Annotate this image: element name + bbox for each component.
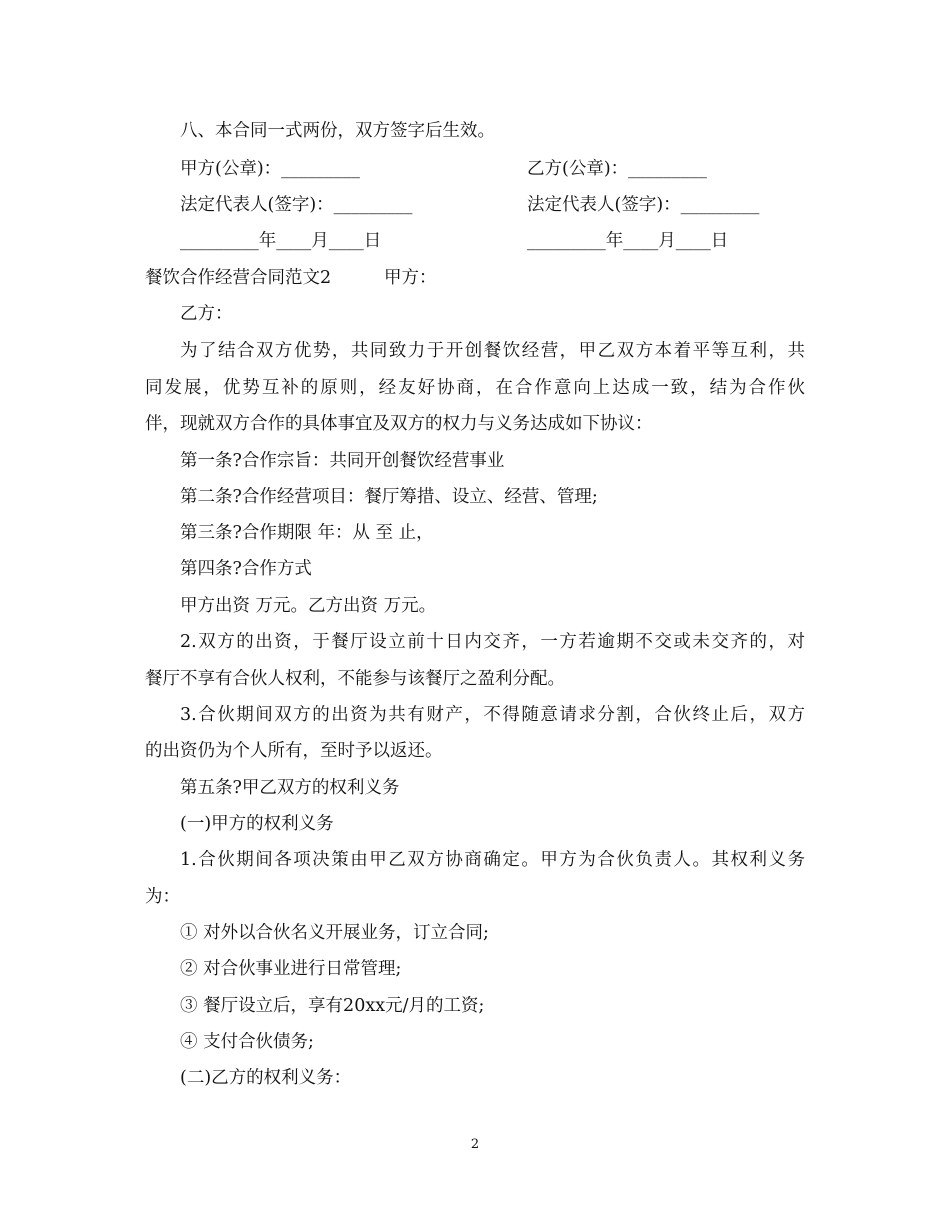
sub-a-item-1-line-2: 为： [145,887,180,907]
intro-line-2: 同发展，优势互补的原则，经友好协商，在合作意向上达成一致，结为合作伙 [145,378,805,398]
party-a-label: 甲方： [384,268,437,288]
party-a-date-line: _________年____月____日 [180,231,382,251]
right-item-2: ② 对合伙事业进行日常管理; [180,959,402,979]
item-2-line-1: 2.双方的出资，于餐厅设立前十日内交齐，一方若逾期不交或未交齐的，对 [180,632,805,652]
article-5: 第五条?甲乙双方的权利义务 [180,778,400,798]
party-a-seal-line: 甲方(公章)：_________ [180,159,360,179]
sub-section-a: (一)甲方的权利义务 [180,814,334,834]
party-b-label: 乙方： [180,304,233,324]
intro-line-3: 伴，现就双方合作的具体事宜及双方的权力与义务达成如下协议： [145,414,653,434]
page-number: 2 [470,1137,480,1152]
intro-line-1: 为了结合双方优势，共同致力于开创餐饮经营，甲乙双方本着平等互利，共 [180,341,805,361]
party-b-representative-line: 法定代表人(签字)：_________ [527,195,760,215]
party-b-seal-line: 乙方(公章)：_________ [527,159,707,179]
party-b-date-line: _________年____月____日 [527,231,729,251]
right-item-3: ③ 餐厅设立后，享有20xx元/月的工资; [180,996,485,1016]
item-3-line-2: 的出资仍为个人所有，至时予以返还。 [145,741,443,761]
section-title: 餐饮合作经营合同范文2 [145,268,332,288]
sub-section-b: (二)乙方的权利义务： [180,1068,352,1088]
party-a-representative-line: 法定代表人(签字)：_________ [180,195,413,215]
right-item-4: ④ 支付合伙债务; [180,1032,314,1052]
article-4: 第四条?合作方式 [180,559,312,579]
item-3-line-1: 3.合伙期间双方的出资为共有财产，不得随意请求分割，合伙终止后，双方 [180,705,805,725]
sub-a-item-1-line-1: 1.合伙期间各项决策由甲乙双方协商确定。甲方为合伙负责人。其权利义务 [180,850,805,870]
article-2: 第二条?合作经营项目：餐厅筹措、设立、经营、管理; [180,487,598,507]
clause-8: 八、本合同一式两份，双方签字后生效。 [180,121,495,141]
article-3: 第三条?合作期限 年：从 至 止， [180,523,434,543]
right-item-1: ① 对外以合伙名义开展业务，订立合同; [180,923,489,943]
article-1: 第一条?合作宗旨：共同开创餐饮经营事业 [180,451,505,471]
item-2-line-2: 餐厅不享有合伙人权利，不能参与该餐厅之盈利分配。 [145,669,565,689]
investment-line: 甲方出资 万元。乙方出资 万元。 [180,596,437,616]
